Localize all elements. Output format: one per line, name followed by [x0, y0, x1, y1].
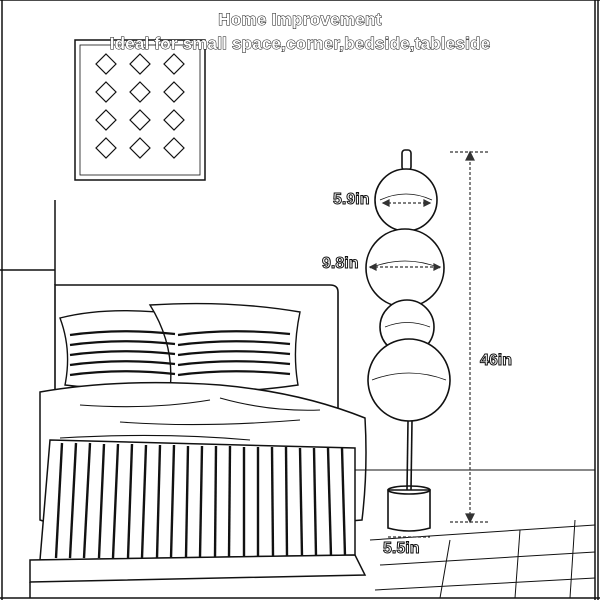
page-subtitle: Ideal for small space,corner,bedside,tableside — [109, 34, 491, 53]
page-title: Home Improvement — [218, 10, 382, 29]
total-height-label: 46in — [480, 352, 513, 369]
bed-base — [30, 555, 365, 598]
base-width-label: 5.5in — [383, 540, 420, 557]
pillows — [60, 304, 300, 392]
top-globe-width-label: 5.9in — [333, 191, 370, 208]
large-globe-width-label: 9.8in — [322, 255, 359, 272]
floor-lamp — [366, 150, 450, 531]
